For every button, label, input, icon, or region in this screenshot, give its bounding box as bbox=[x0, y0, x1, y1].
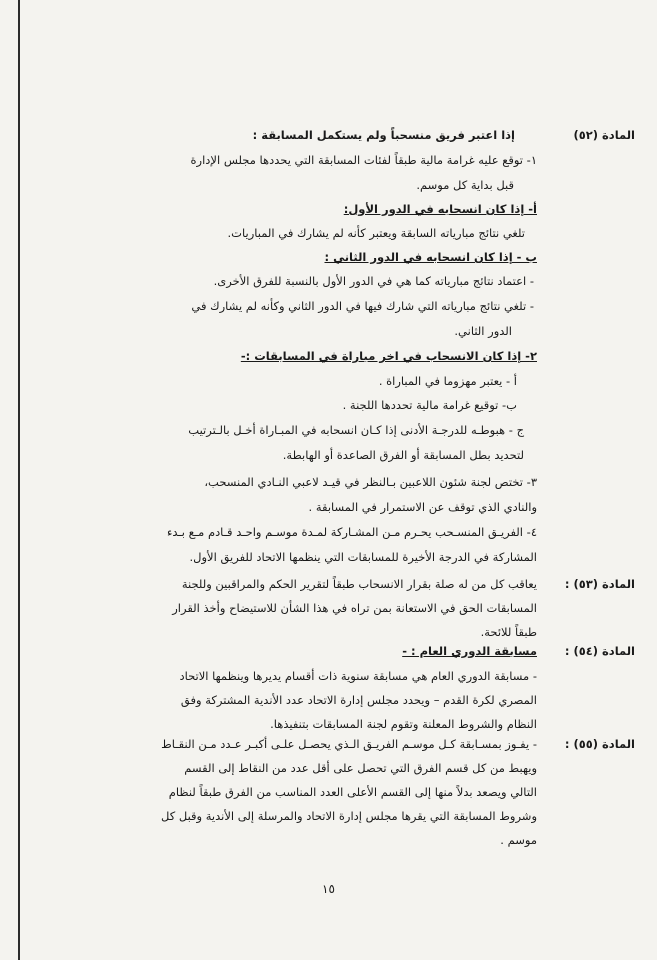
article-55-label: المادة (٥٥) : bbox=[564, 737, 635, 751]
article-52-p2-item-c-line1: ج - هبوطـه للدرجـة الأدنى إذا كـان انسحابه في المبـاراة أخـل بالـترتيب bbox=[188, 423, 524, 437]
article-52-sub-a-text: تلغي نتائج مبارياته السابقة ويعتبر كأنه لم يشارك في المباريات. bbox=[227, 226, 525, 240]
article-52-heading: إذا اعتبر فريق منسحباً ولم يستكمل المسابقة : bbox=[252, 128, 515, 142]
page-number: ١٥ bbox=[322, 882, 335, 896]
article-52-p2-item-c-line2: لتحديد بطل المسابقة أو الفرق الصاعدة أو الهابطة. bbox=[282, 448, 524, 462]
article-54-line2: المصري لكرة القدم – ويحدد مجلس إدارة الاتحاد عدد الأندية المشتركة وفق bbox=[180, 693, 537, 707]
article-52-sub-b-item2-line1: - تلغي نتائج مبارياته التي شارك فيها في الدور الثاني وكأنه لم يشارك في bbox=[191, 299, 534, 313]
article-52-sub-a-title: أ- إذا كان انسحابه في الدور الأول: bbox=[343, 202, 537, 216]
article-55-line1: - يفـوز بمسـابقة كـل موسـم الفريـق الـذي يحصـل علـى أكبـر عـدد مـن النقـاط bbox=[161, 737, 537, 751]
article-55-line4: وشروط المسابقة التي يقرها مجلس إدارة الاتحاد والمرسلة إلى الأندية وقبل كل bbox=[161, 809, 537, 823]
article-53-line1: يعاقب كل من له صلة بقرار الانسحاب طبقاً لتقرير الحكم والمراقبين وللجنة bbox=[181, 577, 537, 591]
article-52-sub-b-item2-line2: الدور الثاني. bbox=[454, 324, 512, 338]
article-52-p1-line1: ١- توقع عليه غرامة مالية طبقاً لفئات المسابقة التي يحددها مجلس الإدارة bbox=[190, 153, 537, 167]
article-55-line2: ويهبط من كل قسم الفرق التي تحصل على أقل عدد من النقاط إلى القسم bbox=[184, 761, 537, 775]
left-border-line bbox=[18, 0, 20, 960]
article-55-line5: موسم . bbox=[500, 833, 537, 847]
article-53-label: المادة (٥٣) : bbox=[564, 577, 635, 591]
article-54-line1: - مسابقة الدوري العام هي مسابقة سنوية ذات أقسام يديرها وينظمها الاتحاد bbox=[179, 669, 537, 683]
article-52-p1-line2: قبل بداية كل موسم. bbox=[416, 178, 514, 192]
article-52-sub-b-item1: - اعتماد نتائج مبارياته كما هي في الدور الأول بالنسبة للفرق الأخرى. bbox=[213, 274, 534, 288]
article-52-p2-item-a: أ - يعتبر مهزوما في المباراة . bbox=[378, 374, 517, 388]
article-53-line3: طبقاً للائحة. bbox=[480, 625, 537, 639]
article-52-p3-line1: ٣- تختص لجنة شئون اللاعبين بـالنظر في قيـد لاعبي النـادي المنسحب، bbox=[204, 475, 537, 489]
article-52-p2-item-b: ب- توقيع غرامة مالية تحددها اللجنة . bbox=[342, 398, 517, 412]
article-52-p4-line1: ٤- الفريـق المنسـحب يحـرم مـن المشـاركة لمـدة موسـم واحـد قـادم مـع بـدء bbox=[166, 525, 537, 539]
article-53-line2: المسابقات الحق في الاستعانة بمن تراه في هذا الشأن للاستيضاح وأخذ القرار bbox=[172, 601, 537, 615]
article-54-line3: النظام والشروط المعلنة وتقوم لجنة المسابقات بتنفيذها. bbox=[270, 717, 537, 731]
article-52-p2-title: ٢- إذا كان الانسحاب في اخر مباراة في المسابقات :- bbox=[240, 349, 537, 363]
article-52-p4-line2: المشاركة في الدرجة الأخيرة للمسابقات التي ينظمها الاتحاد للفريق الأول. bbox=[189, 550, 537, 564]
article-54-heading: مسابقة الدوري العام : - bbox=[402, 644, 537, 658]
article-52-p3-line2: والنادي الذي توقف عن الاستمرار في المسابقة . bbox=[308, 500, 537, 514]
article-52-sub-b-title: ب - إذا كان انسحابه في الدور الثاني : bbox=[324, 250, 537, 264]
article-52-label: المادة (٥٢) bbox=[573, 128, 635, 142]
article-54-label: المادة (٥٤) : bbox=[564, 644, 635, 658]
article-55-line3: التالي ويصعد بدلاً منها إلى القسم الأعلى العدد المناسب من الفرق طبقاً لنظام bbox=[168, 785, 537, 799]
